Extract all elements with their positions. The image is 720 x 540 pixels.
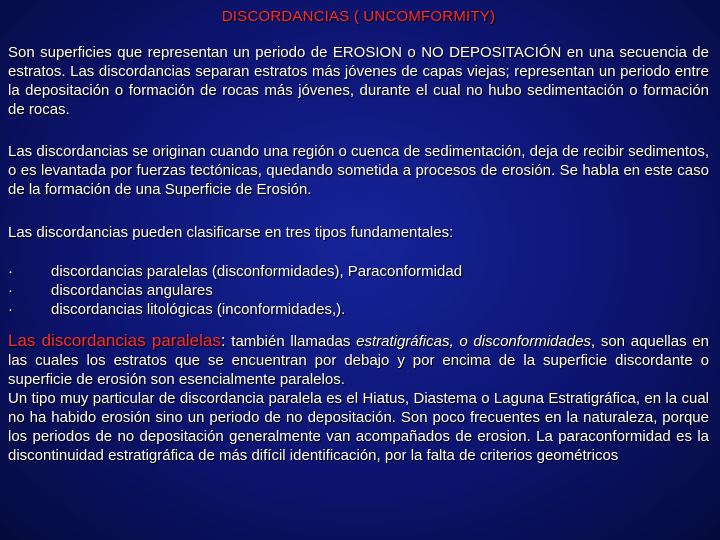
parallel-text-c: Un tipo muy particular de discordancia paralela es el Hiatus, Diastema o Laguna Estratigráfica, en la cual no ha habido erosión sino un periodo de no depositación. Son poco frecuentes en la naturaleza, porque los periodos de no depositación generalmente van acompañados de erosion. La paraconformidad es la discontinuidad estratigráfica de más difícil identificación, por la falta de criterios geométricos	[8, 390, 709, 464]
list-item-text: discordancias angulares	[51, 282, 213, 299]
heading-colon: :	[220, 331, 226, 350]
parallel-heading: Las discordancias paralelas	[8, 331, 221, 350]
paragraph-parallel-unconformities	[8, 331, 709, 465]
list-item	[8, 262, 709, 281]
paragraph-origin: Las discordancias se originan cuando una región o cuenca de sedimentación, deja de recibir sedimentos, o es levantada por fuerzas tectónicas, quedando sometida a procesos de erosión. Se habla en este caso de la formación de una Superficie de Erosión.	[8, 143, 709, 198]
parallel-italic: estratigráficas, o disconformidades	[356, 333, 591, 350]
paragraph-classification: Las discordancias pueden clasificarse en tres tipos fundamentales:	[8, 224, 454, 241]
types-list	[8, 262, 709, 319]
list-item	[8, 300, 709, 319]
paragraph-definition: Son superficies que representan un periodo de EROSION o NO DEPOSITACIÓN en una secuencia de estratos. Las discordancias separan estratos más jóvenes de capas viejas; representan un periodo entre la depositación o formación de rocas más jóvenes, durante el cual no hubo sedimentación o formación de rocas.	[8, 44, 709, 118]
slide-title: DISCORDANCIAS ( UNCOMFORMITY)	[221, 8, 496, 25]
slide	[8, 6, 709, 465]
bullet-icon: ·	[8, 301, 13, 318]
list-item-text: discordancias paralelas (disconformidades), Paraconformidad	[51, 263, 463, 280]
bullet-icon: ·	[8, 263, 13, 280]
list-item	[8, 281, 709, 300]
parallel-text-a: también llamadas	[225, 333, 357, 350]
bullet-icon: ·	[8, 282, 13, 299]
list-item-text: discordancias litológicas (inconformidades,).	[51, 301, 346, 318]
parallel-text-b: , son aquellas en las cuales los estratos que se encuentran por debajo y por encima de la superficie discordante o superficie de erosión son esencialmente paralelos.	[8, 333, 709, 388]
